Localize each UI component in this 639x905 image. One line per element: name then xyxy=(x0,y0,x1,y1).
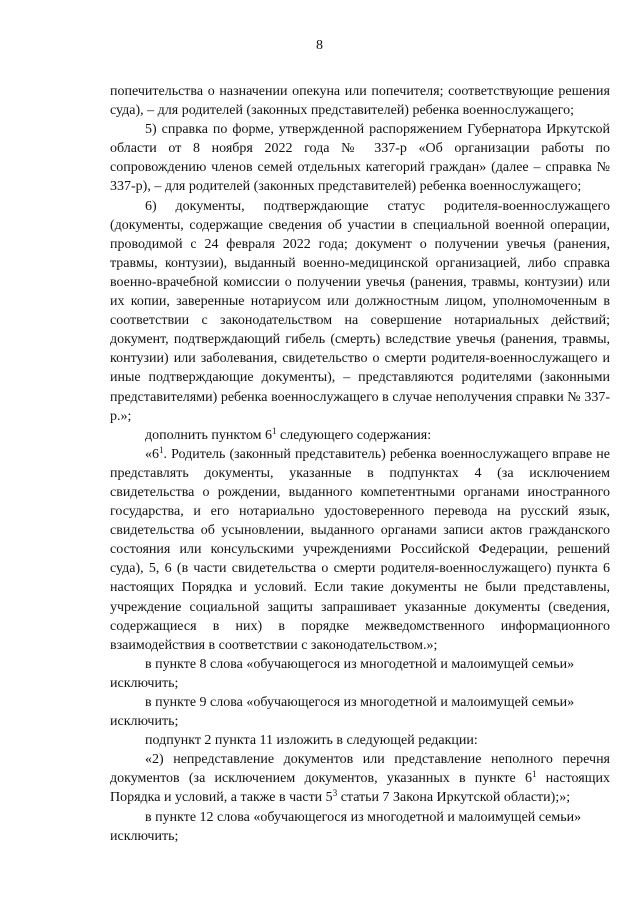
text-segment: в пункте 12 слова «обучающегося из многодетной и малоимущей семьи» xyxy=(145,809,582,825)
superscript: 3 xyxy=(332,788,338,799)
paragraph-point-12 xyxy=(110,808,610,846)
document-body xyxy=(110,82,610,846)
text-segment: дополнить пунктом 6 xyxy=(145,427,273,443)
superscript: 1 xyxy=(272,425,277,436)
text-segment: настоящих Порядка и условий, а также в части 5 xyxy=(110,771,610,806)
paragraph-point-8 xyxy=(110,655,610,693)
text-segment: в пункте 8 слова «обучающегося из многодетной и малоимущей семьи» xyxy=(145,656,575,672)
paragraph-point-9 xyxy=(110,693,610,731)
text-segment: исключить; xyxy=(110,828,179,844)
text-segment: . Родитель (законный представитель) ребенка военнослужащего вправе не представлять документы, указанные в подпунктах 4 (за исключением свидетельства о рождении, выданного компетентными органами иностранного государства, и его нотариально удостоверенного перевода на русский язык, свидетельства об усыновлении, выданного органами записи актов гражданского состояния или консульскими учреждениями Российской Федерации, решений суда), 5, 6 (в части свидетельства о смерти родителя-военнослужащего) пункта 6 настоящих Порядка и условий. Если такие документы не были представлены, учреждение социальной защиты запрашивает указанные документы (сведения, содержащиеся в них) в порядке межведомственного информационного взаимодействия в соответствии с законодательством.»; xyxy=(110,446,610,653)
paragraph-point-11: подпункт 2 пункта 11 изложить в следующей редакции: xyxy=(145,733,478,749)
superscript: 1 xyxy=(531,769,537,780)
text-segment: в пункте 9 слова «обучающегося из многодетной и малоимущей семьи» xyxy=(145,695,575,710)
text-segment: следующего содержания: xyxy=(276,427,432,443)
text-segment: исключить; xyxy=(110,675,179,691)
paragraph-point-6-1 xyxy=(110,445,610,655)
paragraph-item-5: 5) справка по форме, утвержденной распоряжением Губернатора Иркутской области от 8 ноября 2022 года № 337-р «Об организации работы по сопровождению членов семей отдельных категорий граждан» (далее – справка № 337-р), – для родителей (законных представителей) ребенка военнослужащего; xyxy=(110,122,610,195)
text-segment: исключить; xyxy=(110,714,179,730)
paragraph-continuation: попечительства о назначении опекуна или попечителя; соответствующие решения суда), – для родителей (законных представителей) ребенка военнослужащего; xyxy=(110,84,610,119)
page-number: 8 xyxy=(316,38,323,53)
superscript: 1 xyxy=(159,444,164,455)
text-segment: «2) непредставление документов или представление неполного перечня документов (за исключением документов, указанных в пункте 6 xyxy=(110,752,610,787)
text-segment: статьи 7 Закона Иркутской области);»; xyxy=(337,790,571,806)
text-segment: «6 xyxy=(145,446,159,462)
paragraph-item-6: 6) документы, подтверждающие статус родителя-военнослужащего (документы, содержащие сведения об участии в специальной военной операции, проводимой с 24 февраля 2022 года; документ о получении увечья (ранения, травмы, контузии), выданный военно-медицинской организацией, либо справка военно-врачебной комиссии о получении увечья (ранения, травмы, контузии) или их копии, заверенные нотариусом или должностным лицом, уполномоченным в соответствии с законодательством на совершение нотариальных действий; документ, подтверждающий гибель (смерть) вследствие увечья (ранения, травмы, контузии) или заболевания, свидетельство о смерти родителя-военнослужащего и иные подтверждающие документы), – представляются родителями (законными представителями) ребенка военнослужащего в случае неполучения справки № 337-р.»; xyxy=(110,198,610,424)
paragraph-subpoint-2 xyxy=(110,750,610,807)
paragraph-add-point xyxy=(110,426,610,445)
